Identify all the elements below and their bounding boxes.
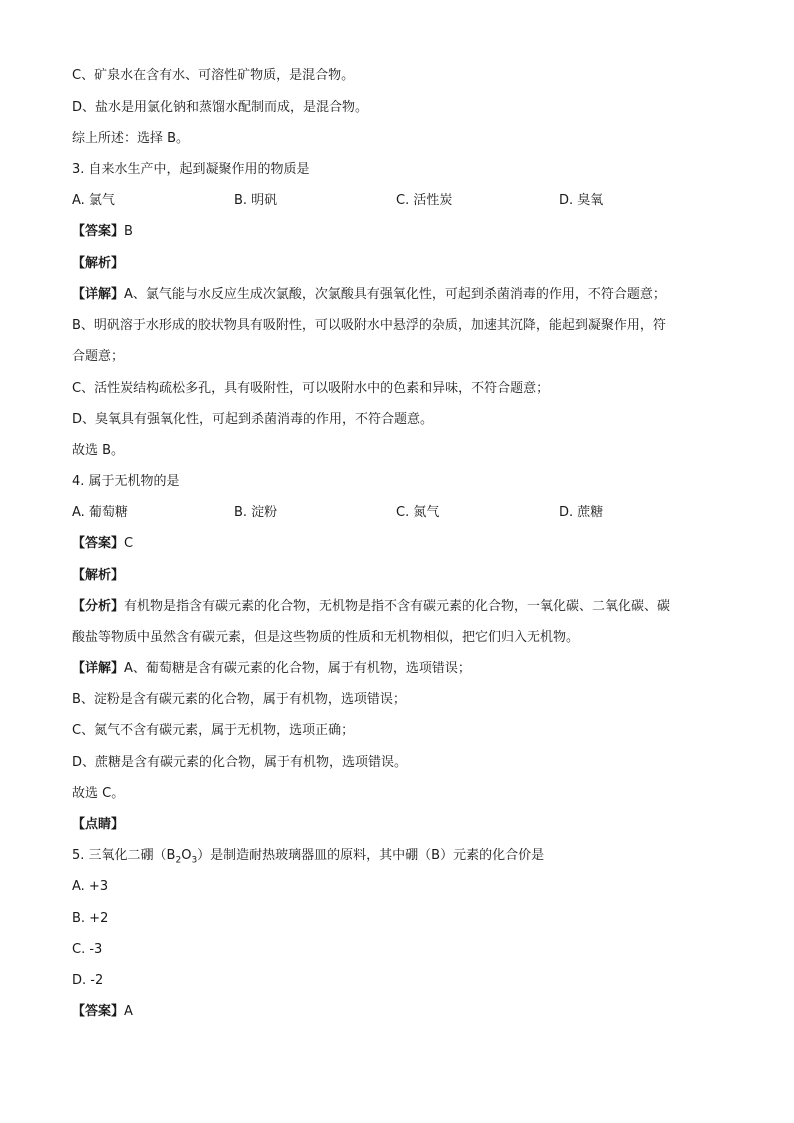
detail-text: A、葡萄糖是含有碳元素的化合物，属于有机物，选项错误； <box>124 661 471 676</box>
option-b: B. +2 <box>72 911 109 926</box>
detail-text: A、氯气能与水反应生成次氯酸，次氯酸具有强氧化性，可起到杀菌消毒的作用，不符合题意； <box>124 287 666 302</box>
fenxi-line <box>72 597 722 617</box>
option-b: B. 明矾 <box>234 193 278 208</box>
option-b: B. 淀粉 <box>234 505 278 520</box>
fenxi-tag: 【分析】 <box>72 599 125 614</box>
conclusion-line: 故选 C。 <box>72 786 125 801</box>
detail-tag: 【详解】 <box>72 287 125 302</box>
subscript: 2 <box>175 855 182 866</box>
text-line: C、氮气不含有碳元素，属于无机物，选项正确； <box>72 723 355 738</box>
question-4-stem: 4. 属于无机物的是 <box>72 474 180 489</box>
text-line: B、明矾溶于水形成的胶状物具有吸附性，可以吸附水中悬浮的杂质，加速其沉降，能起到凝聚作用，符 <box>72 318 666 333</box>
answer-line <box>72 534 722 554</box>
text-line: 综上所述：选择 B。 <box>72 131 190 146</box>
text-line: 酸盐等物质中虽然含有碳元素，但是这些物质的性质和无机物相似，把它们归入无机物。 <box>72 630 580 645</box>
fenxi-text: 有机物是指含有碳元素的化合物，无机物是指不含有碳元素的化合物，一氧化碳、二氧化碳、碳 <box>124 599 671 614</box>
option-a: A. 葡萄糖 <box>72 505 128 520</box>
option-c: C. -3 <box>72 942 103 957</box>
answer-value: B <box>124 224 133 239</box>
question-5-stem <box>72 846 722 866</box>
subscript: 3 <box>191 855 198 866</box>
detail-tag: 【详解】 <box>72 661 125 676</box>
answer-line <box>72 1002 722 1022</box>
text-line: D、蔗糖是含有碳元素的化合物，属于有机物，选项错误。 <box>72 755 408 770</box>
answer-line <box>72 222 722 242</box>
text-line: D、臭氧具有强氧化性，可起到杀菌消毒的作用，不符合题意。 <box>72 412 434 427</box>
text-line: B、淀粉是含有碳元素的化合物，属于有机物，选项错误； <box>72 692 406 707</box>
option-d: D. 蔗糖 <box>559 505 604 520</box>
analysis-tag: 【解析】 <box>72 256 125 271</box>
answer-tag: 【答案】 <box>72 536 125 551</box>
dianjing-tag: 【点睛】 <box>72 817 125 832</box>
text-line: 合题意； <box>72 349 125 364</box>
option-c: C. 氮气 <box>396 505 440 520</box>
question-3-stem: 3. 自来水生产中，起到凝聚作用的物质是 <box>72 162 310 177</box>
option-d: D. -2 <box>72 973 104 988</box>
text-line: C、活性炭结构疏松多孔，具有吸附性，可以吸附水中的色素和异味，不符合题意； <box>72 381 550 396</box>
detail-line <box>72 659 722 679</box>
detail-line <box>72 285 722 305</box>
answer-value: A <box>124 1004 133 1019</box>
text-line: D、盐水是用氯化钠和蒸馏水配制而成，是混合物。 <box>72 100 369 115</box>
text-line: C、矿泉水在含有水、可溶性矿物质，是混合物。 <box>72 68 355 83</box>
answer-tag: 【答案】 <box>72 224 125 239</box>
option-a: A. 氯气 <box>72 193 115 208</box>
stem-part: ）是制造耐热玻璃器皿的原料，其中硼（B）元素的化合价是 <box>197 848 545 863</box>
option-a: A. +3 <box>72 879 109 894</box>
answer-value: C <box>124 536 134 551</box>
option-c: C. 活性炭 <box>396 193 453 208</box>
answer-tag: 【答案】 <box>72 1004 125 1019</box>
option-d: D. 臭氧 <box>559 193 604 208</box>
analysis-tag: 【解析】 <box>72 568 125 583</box>
stem-part: 5. 三氧化二硼（B <box>72 848 176 863</box>
stem-part: O <box>181 848 192 863</box>
conclusion-line: 故选 B。 <box>72 443 125 458</box>
